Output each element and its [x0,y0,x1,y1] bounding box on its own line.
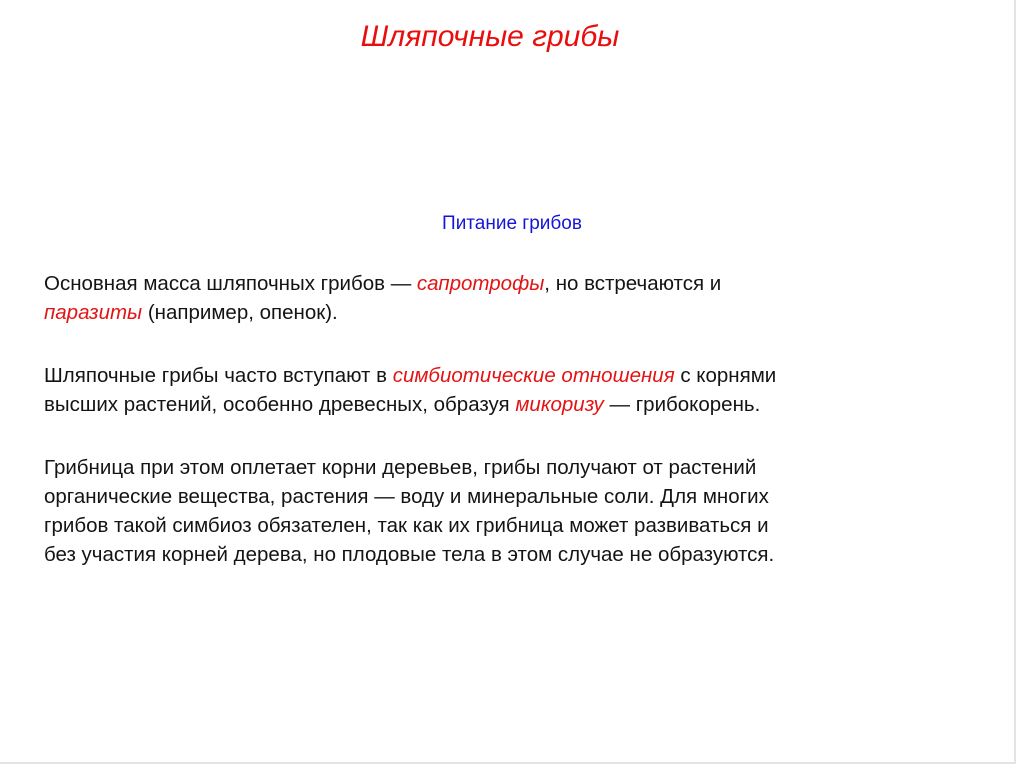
text-run: Шляпочные грибы часто вступают в [44,364,393,387]
text-run: Основная масса шляпочных грибов — [44,272,417,295]
paragraph-nutrition-types [44,269,984,327]
section-heading: Питание грибов [442,213,582,234]
paragraph-line [44,269,984,298]
paragraph-symbiosis [44,361,984,419]
text-run: высших растений, особенно древесных, образуя [44,393,516,416]
text-run: — грибокорень. [603,393,761,416]
paragraph-line: органические вещества, растения — воду и минеральные соли. Для многих [44,485,769,508]
paragraph-line: грибов такой симбиоз обязателен, так как их грибница может развиваться и [44,514,769,537]
slide-title: Шляпочные грибы [360,20,620,53]
text-run: с корнями [674,364,777,387]
paragraph-mycelium [44,453,984,569]
term-saprotrophs: сапротрофы [416,272,545,295]
paragraph-line [44,298,984,327]
text-run: (например, опенок). [142,301,338,324]
paragraph-line: Грибница при этом оплетает корни деревьев, грибы получают от растений [44,456,757,479]
paragraph-line [44,361,984,390]
text-run: , но встречаются и [544,272,722,295]
term-symbiotic-relations: симбиотические отношения [392,364,675,387]
term-mycorrhiza: микоризу [515,393,604,416]
paragraph-line [44,390,984,419]
term-parasites: паразиты [44,301,143,324]
paragraph-line: без участия корней дерева, но плодовые тела в этом случае не образуются. [44,543,775,566]
